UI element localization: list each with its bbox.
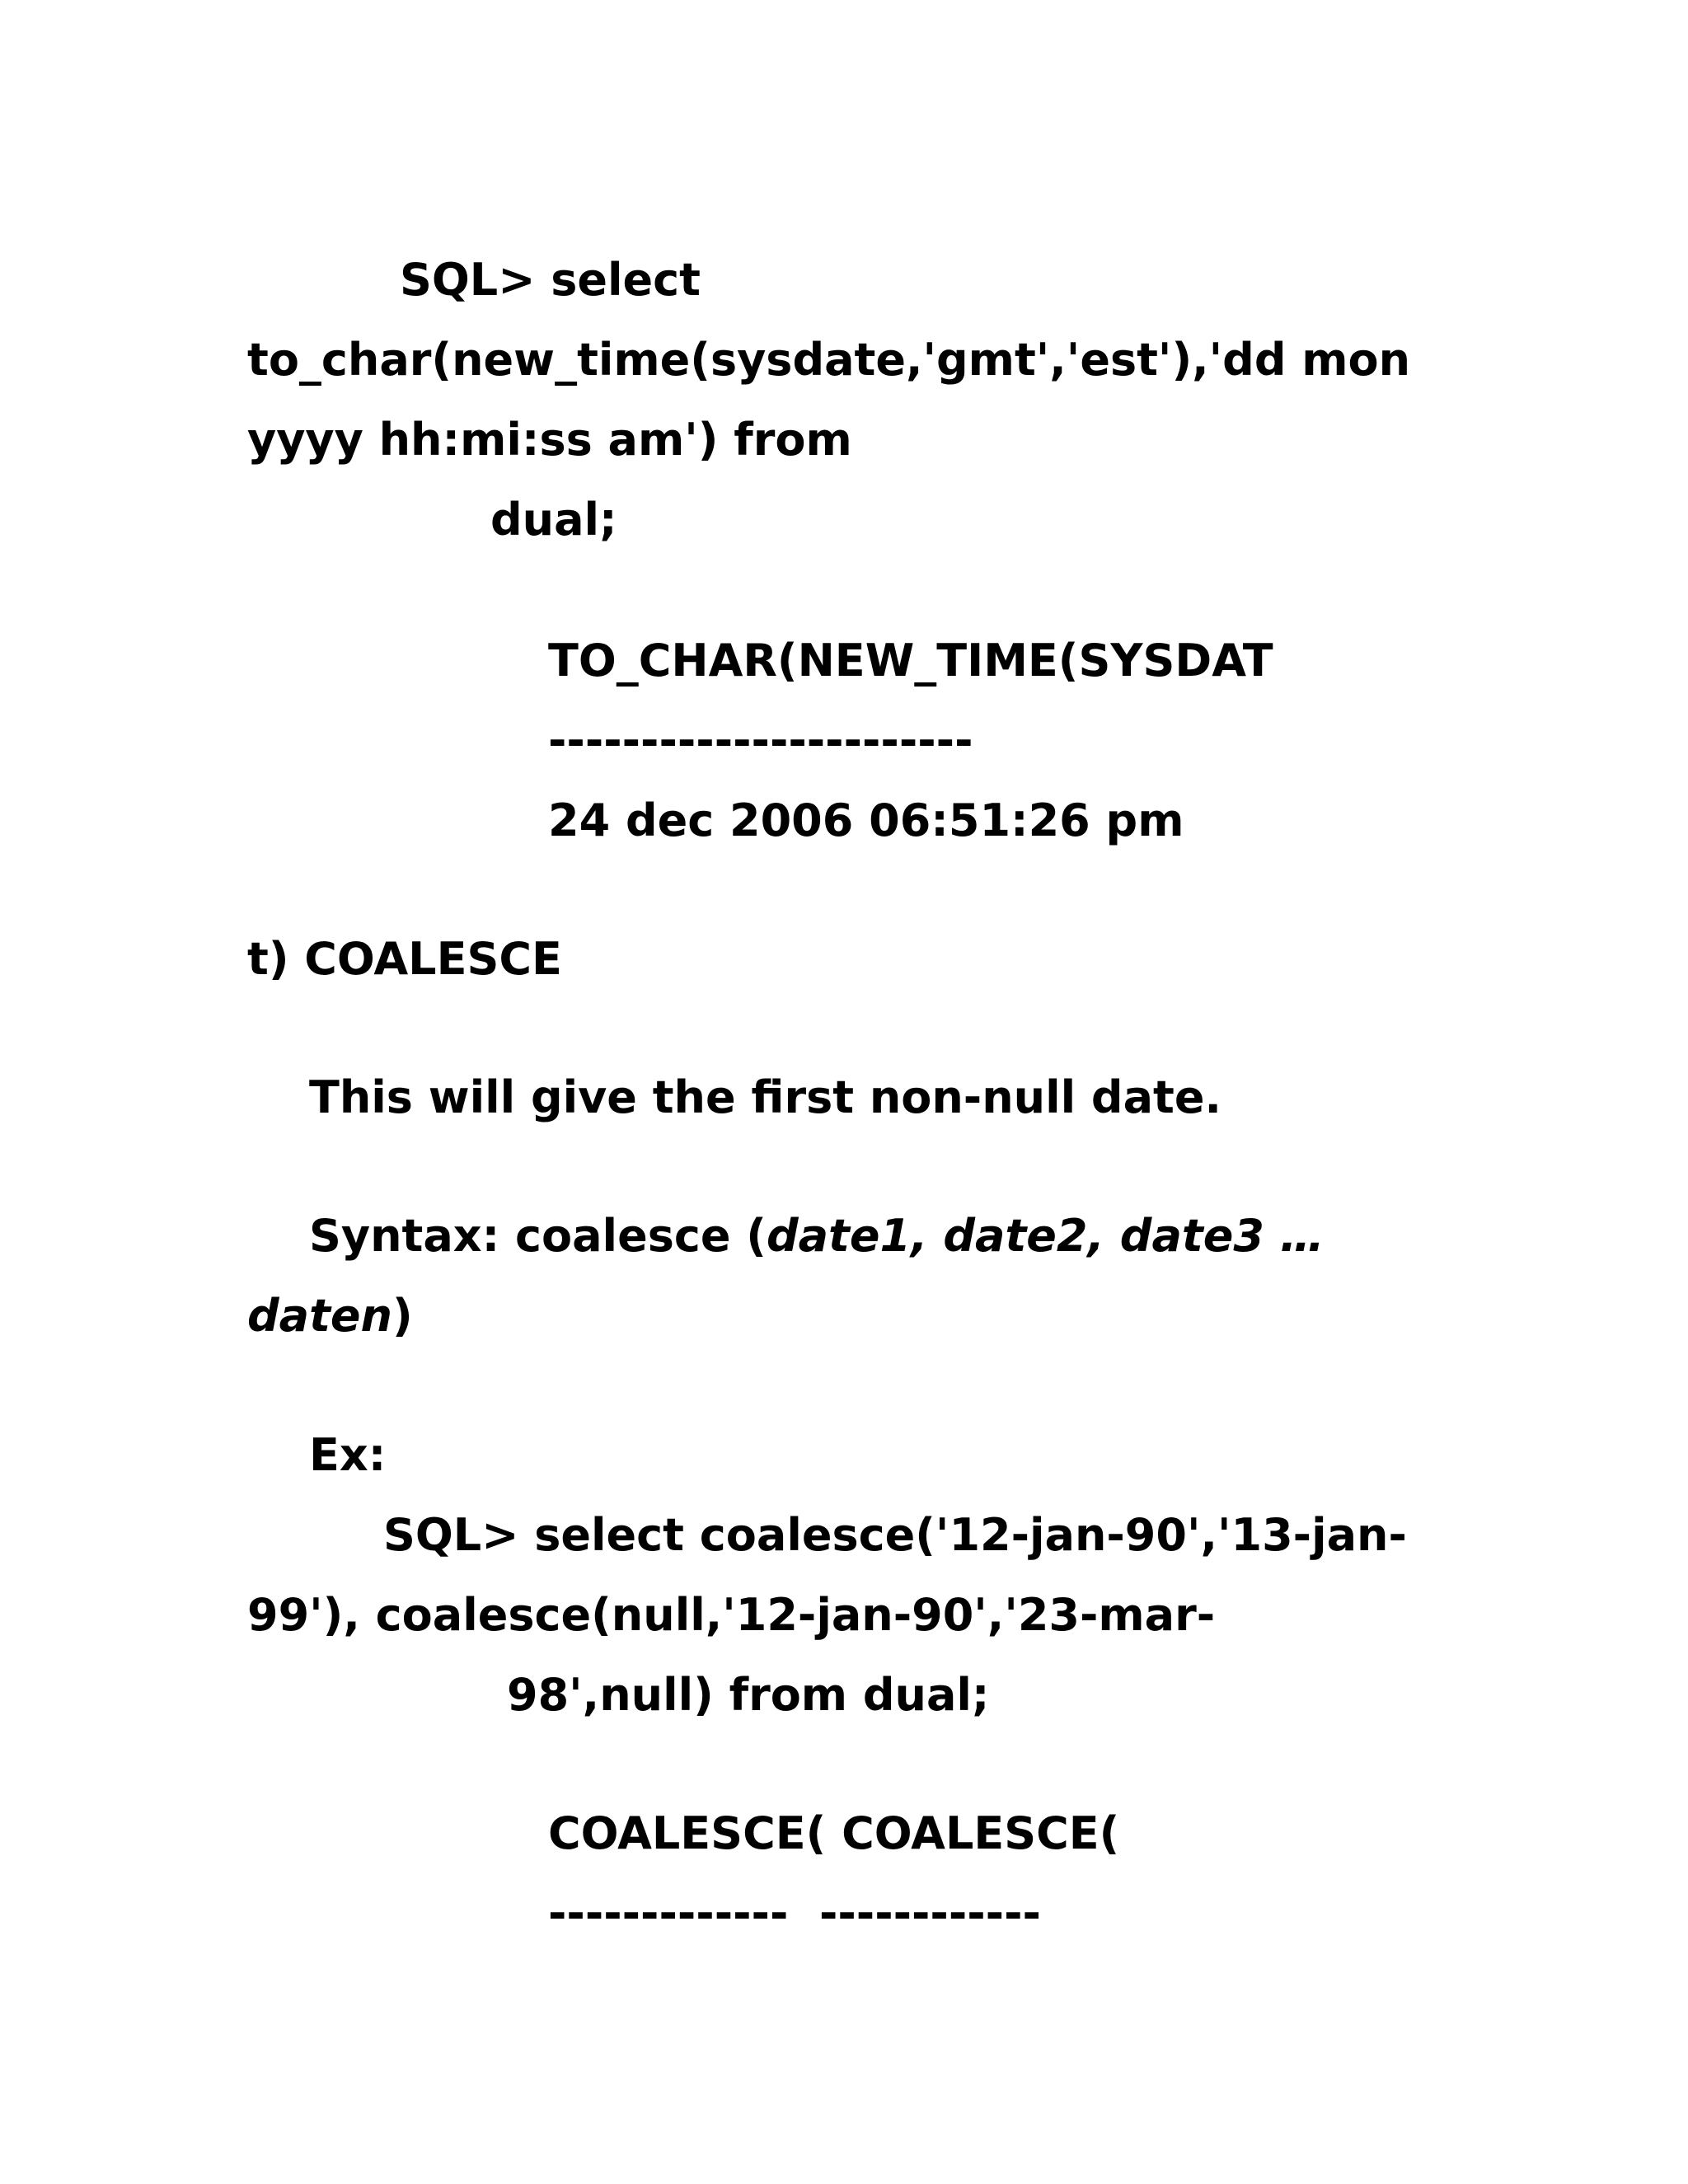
syntax-line1 [309,1210,1325,1263]
syntax-line2 [247,1290,413,1343]
query1-line1: SQL> select [400,254,701,306]
section-heading: t) COALESCE [247,933,562,985]
query2-line2: 99'), coalesce(null,'12-jan-90','23-mar- [247,1589,1216,1641]
result1-value: 24 dec 2006 06:51:26 pm [548,794,1184,846]
query2-line3: 98',null) from dual; [507,1669,990,1721]
example-label: Ex: [309,1429,387,1481]
syntax-suffix: ) [392,1290,413,1342]
result1-separator: ----------------------- [548,715,973,766]
result2-separator: ------------- ------------ [548,1887,1041,1939]
syntax-args: date1, date2, date3 … [766,1210,1325,1262]
syntax-prefix: Syntax: coalesce ( [309,1210,767,1262]
result2-header: COALESCE( COALESCE( [548,1807,1120,1859]
query1-line2: to_char(new_time(sysdate,'gmt','est'),'dd mon [247,334,1411,386]
query2-line1: SQL> select coalesce('12-jan-90','13-jan- [383,1509,1407,1561]
section-description: This will give the first non-null date. [309,1071,1221,1123]
syntax-last-arg: daten [247,1290,392,1342]
query1-line4: dual; [490,494,617,546]
result1-header: TO_CHAR(NEW_TIME(SYSDAT [548,635,1273,687]
query1-line3: yyyy hh:mi:ss am') from [247,414,852,466]
